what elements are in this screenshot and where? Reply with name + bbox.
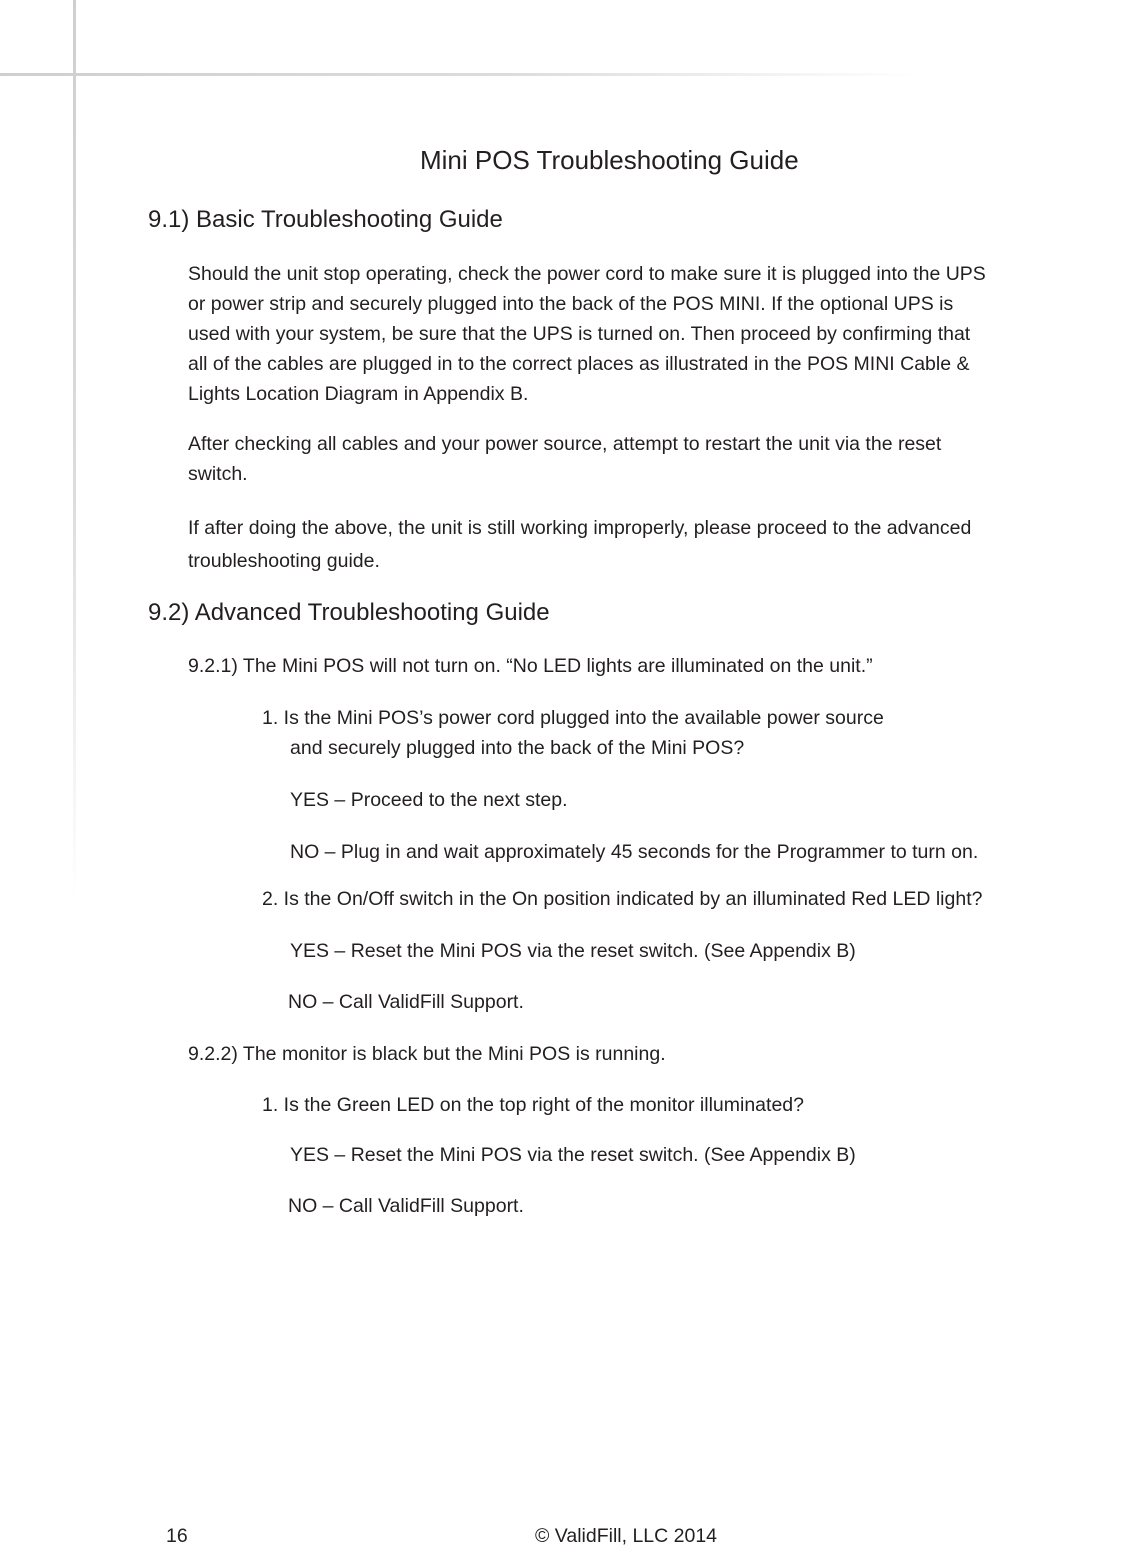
subsection-heading-9-2-2: 9.2.2) The monitor is black but the Mini POS is running. [188, 1043, 666, 1065]
crop-mark-horizontal [0, 73, 920, 76]
copyright-notice: © ValidFill, LLC 2014 [535, 1525, 718, 1547]
paragraph-basic-1 [188, 259, 1122, 409]
section-heading-9-1: 9.1) Basic Troubleshooting Guide [148, 206, 503, 233]
paragraph-line: or power strip and securely plugged into the back of the POS MINI. If the optional UPS is [188, 293, 954, 315]
question-2: 2. Is the On/Off switch in the On position indicated by an illuminated Red LED light? [262, 888, 983, 910]
paragraph-basic-3 [188, 512, 1122, 578]
answer-no: NO – Call ValidFill Support. [288, 991, 524, 1013]
crop-mark-vertical [73, 0, 76, 900]
paragraph-line: used with your system, be sure that the UPS is turned on. Then proceed by confirming that [188, 323, 971, 345]
answer-yes: YES – Reset the Mini POS via the reset switch. (See Appendix B) [290, 940, 856, 962]
paragraph-line: Should the unit stop operating, check the power cord to make sure it is plugged into the UPS [188, 263, 986, 285]
answer-no: NO – Call ValidFill Support. [288, 1195, 524, 1217]
paragraph-line: Lights Location Diagram in Appendix B. [188, 383, 529, 405]
answer-no: NO – Plug in and wait approximately 45 seconds for the Programmer to turn on. [290, 841, 979, 863]
section-heading-9-2: 9.2) Advanced Troubleshooting Guide [148, 599, 550, 626]
question-1: 1. Is the Green LED on the top right of the monitor illuminated? [262, 1094, 804, 1116]
page-title: Mini POS Troubleshooting Guide [420, 145, 799, 175]
question-1-line-1: 1. Is the Mini POS’s power cord plugged into the available power source [262, 707, 884, 729]
page-number: 16 [166, 1525, 188, 1547]
paragraph-line: After checking all cables and your power source, attempt to restart the unit via the reset [188, 433, 942, 455]
answer-yes: YES – Proceed to the next step. [290, 789, 568, 811]
question-1-line-2: and securely plugged into the back of the Mini POS? [290, 737, 745, 759]
answer-yes: YES – Reset the Mini POS via the reset switch. (See Appendix B) [290, 1144, 856, 1166]
subsection-heading-9-2-1: 9.2.1) The Mini POS will not turn on. “No LED lights are illuminated on the unit.” [188, 655, 873, 677]
paragraph-line: troubleshooting guide. [188, 550, 380, 572]
paragraph-basic-2 [188, 429, 1122, 489]
paragraph-line: If after doing the above, the unit is still working improperly, please proceed to the advanced [188, 517, 972, 539]
paragraph-line: all of the cables are plugged in to the correct places as illustrated in the POS MINI Cable & [188, 353, 970, 375]
paragraph-line: switch. [188, 463, 248, 485]
